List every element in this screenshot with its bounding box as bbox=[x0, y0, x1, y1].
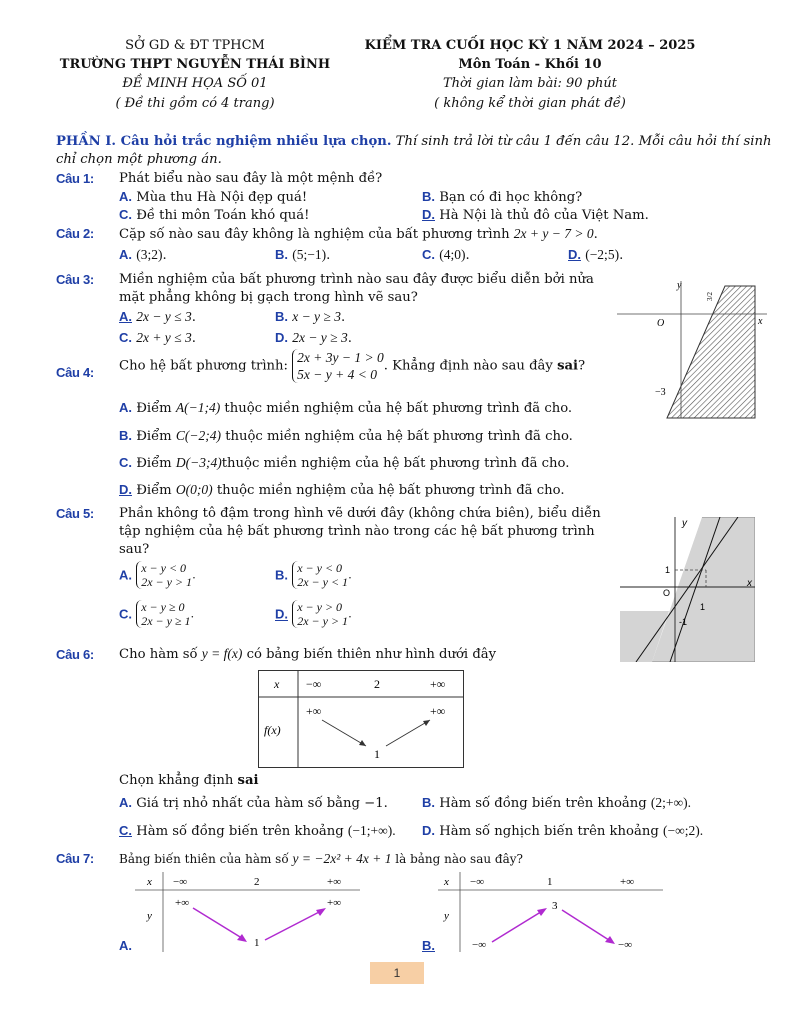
q6-x-pinf: +∞ bbox=[430, 677, 446, 691]
dept-name: SỞ GD & ĐT TPHCM bbox=[125, 38, 265, 53]
q6-top-left: +∞ bbox=[306, 704, 322, 718]
q6-bottom-value: 1 bbox=[374, 747, 380, 761]
q1-option-a[interactable]: A. Mùa thu Hà Nội đẹp quá! bbox=[119, 189, 308, 205]
q3-y-label: y bbox=[677, 280, 682, 291]
q6-x-minf: −∞ bbox=[306, 677, 322, 691]
q7-option-b[interactable]: B. bbox=[422, 938, 435, 953]
q3-number: Câu 3: bbox=[56, 272, 94, 287]
q5-y1-label: 1 bbox=[665, 565, 671, 575]
q7a-arrow-down bbox=[193, 908, 245, 940]
q4-number: Câu 4: bbox=[56, 365, 94, 380]
page-count-note: ( Đề thi gồm có 4 trang) bbox=[115, 96, 275, 111]
q6-option-b[interactable]: B. Hàm số đồng biến trên khoảng (2;+∞). bbox=[422, 795, 692, 811]
q5-text-2: tập nghiệm của hệ bất phương trình nào trong các hệ bất phương trình bbox=[119, 524, 595, 539]
duration-note: ( không kể thời gian phát đề) bbox=[434, 96, 626, 111]
svg-text:2: 2 bbox=[254, 876, 260, 888]
q6-option-d[interactable]: D. Hàm số nghịch biến trên khoảng (−∞;2). bbox=[422, 823, 704, 839]
q7b-arrow-down bbox=[562, 910, 612, 942]
exam-code: ĐỀ MINH HỌA SỐ 01 bbox=[122, 76, 268, 91]
q5-option-a[interactable]: A. x − y < 0 2x − y > 1. bbox=[119, 561, 196, 589]
q4-system: 2x + 3y − 1 > 0 5x − y + 4 < 0 bbox=[292, 349, 384, 383]
q7-number: Câu 7: bbox=[56, 851, 94, 866]
svg-text:+∞: +∞ bbox=[327, 876, 342, 888]
q5-neg1-label: -1 bbox=[679, 617, 688, 627]
q5-x-label: x bbox=[747, 578, 752, 589]
q3-x-label: x bbox=[758, 316, 763, 327]
svg-text:x: x bbox=[147, 876, 152, 888]
q3-graph bbox=[615, 276, 770, 421]
q1-option-b[interactable]: B. Bạn có đi học không? bbox=[422, 189, 583, 205]
q3-text-1: Miền nghiệm của bất phương trình nào sau đây được biểu diễn bởi nửa bbox=[119, 272, 594, 287]
q6-x-two: 2 bbox=[374, 677, 380, 691]
q3-neg3-label: −3 bbox=[655, 387, 666, 398]
q7-text: Bảng biến thiên của hàm số y = −2x² + 4x + 1 là bảng nào sau đây? bbox=[119, 851, 523, 866]
svg-text:+∞: +∞ bbox=[620, 876, 635, 888]
q3-hatched-region bbox=[667, 286, 755, 418]
svg-text:x: x bbox=[444, 876, 449, 888]
svg-text:1: 1 bbox=[254, 937, 260, 949]
q2-option-d[interactable]: D. (−2;5). bbox=[568, 247, 624, 263]
q5-option-c[interactable]: C. x − y ≥ 0 2x − y ≥ 1. bbox=[119, 600, 195, 628]
part1-title: PHẦN I. Câu hỏi trắc nghiệm nhiều lựa chọn. bbox=[56, 134, 392, 149]
exam-title: KIỂM TRA CUỐI HỌC KỲ 1 NĂM 2024 – 2025 bbox=[364, 38, 696, 53]
part1-instructions-2: chỉ chọn một phương án. bbox=[56, 152, 222, 167]
q6-prompt: Chọn khẳng định sai bbox=[119, 773, 259, 788]
q6-top-right: +∞ bbox=[430, 704, 446, 718]
q3-option-d[interactable]: D. 2x − y ≥ 3. bbox=[275, 330, 352, 346]
q5-text-1: Phần không tô đậm trong hình vẽ dưới đây (không chứa biên), biểu diễn bbox=[119, 506, 601, 521]
q6-option-a[interactable]: A. Giá trị nhỏ nhất của hàm số bằng −1. bbox=[119, 795, 388, 811]
q2-option-b[interactable]: B. (5;−1). bbox=[275, 247, 331, 263]
q7b-arrow-up bbox=[492, 910, 544, 942]
q5-origin-label: O bbox=[663, 588, 671, 598]
q3-option-c[interactable]: C. 2x + y ≤ 3. bbox=[119, 330, 196, 346]
q4-option-b[interactable]: B. Điểm C(−2;4) thuộc miền nghiệm của hệ bất phương trình đã cho. bbox=[119, 428, 573, 444]
part1-instructions: Thí sinh trả lời từ câu 1 đến câu 12. Mỗi câu hỏi thí sinh bbox=[391, 134, 772, 149]
svg-text:−∞: −∞ bbox=[470, 876, 485, 888]
q3-text-2: mặt phẳng không bị gạch trong hình vẽ sau? bbox=[119, 290, 418, 305]
q5-option-d[interactable]: D. x − y > 0 2x − y > 1. bbox=[275, 600, 352, 628]
q5-y-label: y bbox=[682, 518, 687, 529]
svg-text:3: 3 bbox=[552, 900, 558, 912]
q7-table-a bbox=[135, 872, 360, 952]
q4-text: Cho hệ bất phương trình: 2x + 3y − 1 > 0 5x − y + 4 < 0. Khẳng định nào sau đây sai? bbox=[119, 350, 586, 382]
q3-option-a[interactable]: A. 2x − y ≤ 3. bbox=[119, 309, 196, 325]
q4-option-d[interactable]: D. Điểm O(0;0) thuộc miền nghiệm của hệ bất phương trình đã cho. bbox=[119, 482, 565, 498]
q2-option-c[interactable]: C. (4;0). bbox=[422, 247, 470, 263]
q1-number: Câu 1: bbox=[56, 171, 94, 186]
part1-heading bbox=[56, 134, 772, 149]
school-name: TRƯỜNG THPT NGUYỄN THÁI BÌNH bbox=[59, 57, 331, 72]
q6-option-c[interactable]: C. Hàm số đồng biến trên khoảng (−1;+∞). bbox=[119, 823, 396, 839]
q5-text-3: sau? bbox=[119, 542, 150, 557]
q7-table-b bbox=[438, 872, 663, 952]
q5-number: Câu 5: bbox=[56, 506, 94, 521]
q5-graph bbox=[620, 517, 755, 662]
q7-option-a[interactable]: A. bbox=[119, 938, 132, 953]
svg-text:y: y bbox=[147, 910, 152, 922]
q1-option-c[interactable]: C. Đề thi môn Toán khó quá! bbox=[119, 207, 310, 223]
svg-text:+∞: +∞ bbox=[327, 897, 342, 909]
q5-option-b[interactable]: B. x − y < 0 2x − y < 1. bbox=[275, 561, 352, 589]
q5-x1-label: 1 bbox=[700, 602, 706, 612]
q4-option-c[interactable]: C. Điểm D(−3;4)thuộc miền nghiệm của hệ bất phương trình đã cho. bbox=[119, 455, 570, 471]
q4-option-a[interactable]: A. Điểm A(−1;4) thuộc miền nghiệm của hệ bất phương trình đã cho. bbox=[119, 400, 573, 416]
q2-text: Cặp số nào sau đây không là nghiệm của bất phương trình 2x + y − 7 > 0. bbox=[119, 226, 598, 242]
q1-option-d[interactable]: D. Hà Nội là thủ đô của Việt Nam. bbox=[422, 207, 649, 223]
svg-text:−∞: −∞ bbox=[472, 939, 487, 951]
svg-text:+∞: +∞ bbox=[175, 897, 190, 909]
q2-number: Câu 2: bbox=[56, 226, 94, 241]
q6-number: Câu 6: bbox=[56, 647, 94, 662]
svg-text:y: y bbox=[444, 910, 449, 922]
svg-text:1: 1 bbox=[547, 876, 553, 888]
q6-x-header: x bbox=[274, 677, 280, 691]
subject: Môn Toán - Khối 10 bbox=[458, 57, 602, 72]
q1-text: Phát biểu nào sau đây là một mệnh đề? bbox=[119, 171, 383, 186]
q6-text: Cho hàm số y = f(x) có bảng biến thiên như hình dưới đây bbox=[119, 646, 497, 662]
q2-option-a[interactable]: A. (3;2). bbox=[119, 247, 167, 263]
q3-three-halves-label: 3/2 bbox=[706, 292, 714, 301]
q6-variation-table bbox=[258, 670, 464, 768]
q3-origin-label: O bbox=[657, 318, 665, 329]
q6-fx-header: f(x) bbox=[264, 723, 281, 737]
duration: Thời gian làm bài: 90 phút bbox=[443, 76, 617, 91]
page-number: 1 bbox=[370, 962, 424, 984]
q3-option-b[interactable]: B. x − y ≥ 3. bbox=[275, 309, 346, 325]
svg-text:−∞: −∞ bbox=[173, 876, 188, 888]
svg-text:−∞: −∞ bbox=[618, 939, 633, 951]
q7a-arrow-up bbox=[265, 910, 323, 940]
